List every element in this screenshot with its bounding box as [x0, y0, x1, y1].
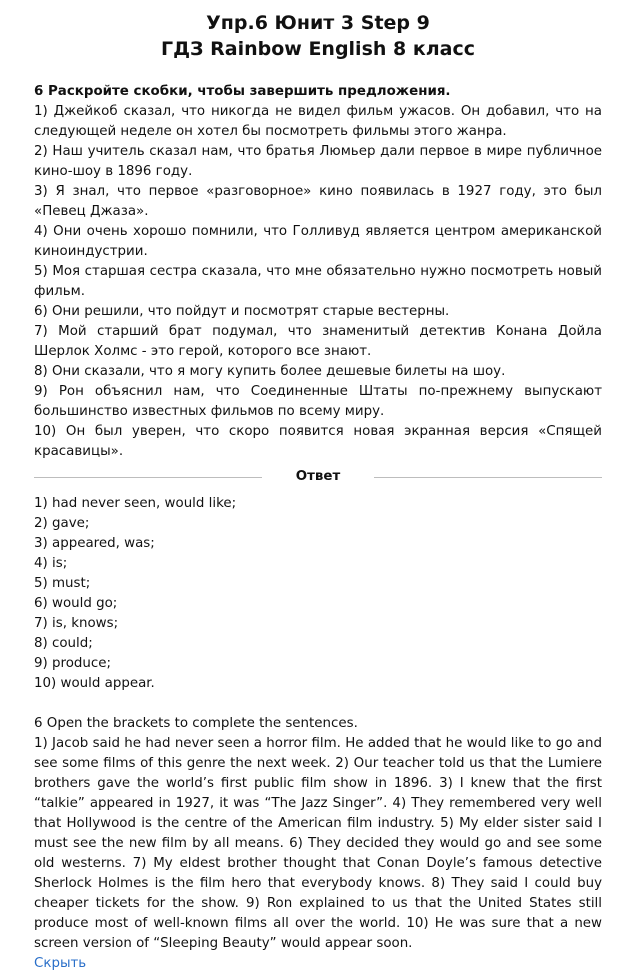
- answer-label: Ответ: [295, 469, 341, 484]
- task-heading-en: 6 Open the brackets to complete the sentences.: [34, 716, 358, 731]
- title-line-1: Упр.6 Юнит 3 Step 9: [206, 12, 430, 34]
- task-item: 7) Мой старший брат подумал, что знаменитый детектив Конана Дойла Шерлок Холмс - это герой, которого все знают.: [34, 324, 602, 359]
- answer-item: 8) could;: [34, 636, 93, 651]
- divider-line-left: [34, 477, 262, 478]
- answer-item: 6) would go;: [34, 596, 118, 611]
- task-text-en: 1) Jacob said he had never seen a horror film. He added that he would like to go and see some films of this genre the next week. 2) Our teacher told us that the Lumiere brothers gave the world’s first public film show in 1896. 3) I knew that the first “talkie” appeared in 1927, it was “The Jazz Singer”. 4) They remembered very well that Hollywood is the centre of the American film industry. 5) My elder sister said I must see the new film by all means. 6) They decided they would go and see some old westerns. 7) My eldest brother thought that Conan Doyle’s famous detective Sherlock Holmes is the film hero that everybody knows. 8) They said I could buy cheaper tickets for the show. 9) Ron explained to us that the United States still produce most of well-known films all over the world. 10) He was sure that a new screen version of “Sleeping Beauty” would appear soon.: [34, 736, 602, 951]
- answer-item: 10) would appear.: [34, 676, 155, 691]
- task-item: 3) Я знал, что первое «разговорное» кино появилась в 1927 году, это был «Певец Джаза».: [34, 184, 602, 219]
- task-item: 2) Наш учитель сказал нам, что братья Люмьер дали первое в мире публичное кино-шоу в 1896 году.: [34, 144, 602, 179]
- page-title: [34, 0, 602, 62]
- answer-item: 4) is;: [34, 556, 68, 571]
- task-item: 10) Он был уверен, что скоро появится новая экранная версия «Спящей красавицы».: [34, 424, 602, 459]
- answer-item: 2) gave;: [34, 516, 90, 531]
- task-item: 4) Они очень хорошо помнили, что Голливуд является центром американской киноиндустрии.: [34, 224, 602, 259]
- answer-divider: [34, 467, 602, 487]
- answer-item: 1) had never seen, would like;: [34, 496, 237, 511]
- title-line-2: ГДЗ Rainbow English 8 класс: [160, 38, 476, 60]
- task-item: 6) Они решили, что пойдут и посмотрят старые вестерны.: [34, 304, 450, 319]
- task-item: 8) Они сказали, что я могу купить более дешевые билеты на шоу.: [34, 364, 506, 379]
- task-item: 5) Моя старшая сестра сказала, что мне обязательно нужно посмотреть новый фильм.: [34, 264, 602, 299]
- answer-list: [34, 494, 602, 694]
- answer-item: 5) must;: [34, 576, 91, 591]
- task-item: 9) Рон объяснил нам, что Соединенные Штаты по-прежнему выпускают большинство известных фильмов по всему миру.: [34, 384, 602, 419]
- task-heading-ru: 6 Раскройте скобки, чтобы завершить предложения.: [34, 84, 451, 99]
- answer-item: 9) produce;: [34, 656, 112, 671]
- task-russian: [34, 82, 602, 462]
- answer-item: 7) is, knows;: [34, 616, 119, 631]
- hide-link[interactable]: Скрыть: [34, 956, 87, 971]
- answer-item: 3) appeared, was;: [34, 536, 155, 551]
- task-english: [34, 714, 602, 954]
- divider-line-right: [374, 477, 602, 478]
- task-item: 1) Джейкоб сказал, что никогда не видел фильм ужасов. Он добавил, что на следующей неделе он хотел бы посмотреть фильмы этого жанра.: [34, 104, 602, 139]
